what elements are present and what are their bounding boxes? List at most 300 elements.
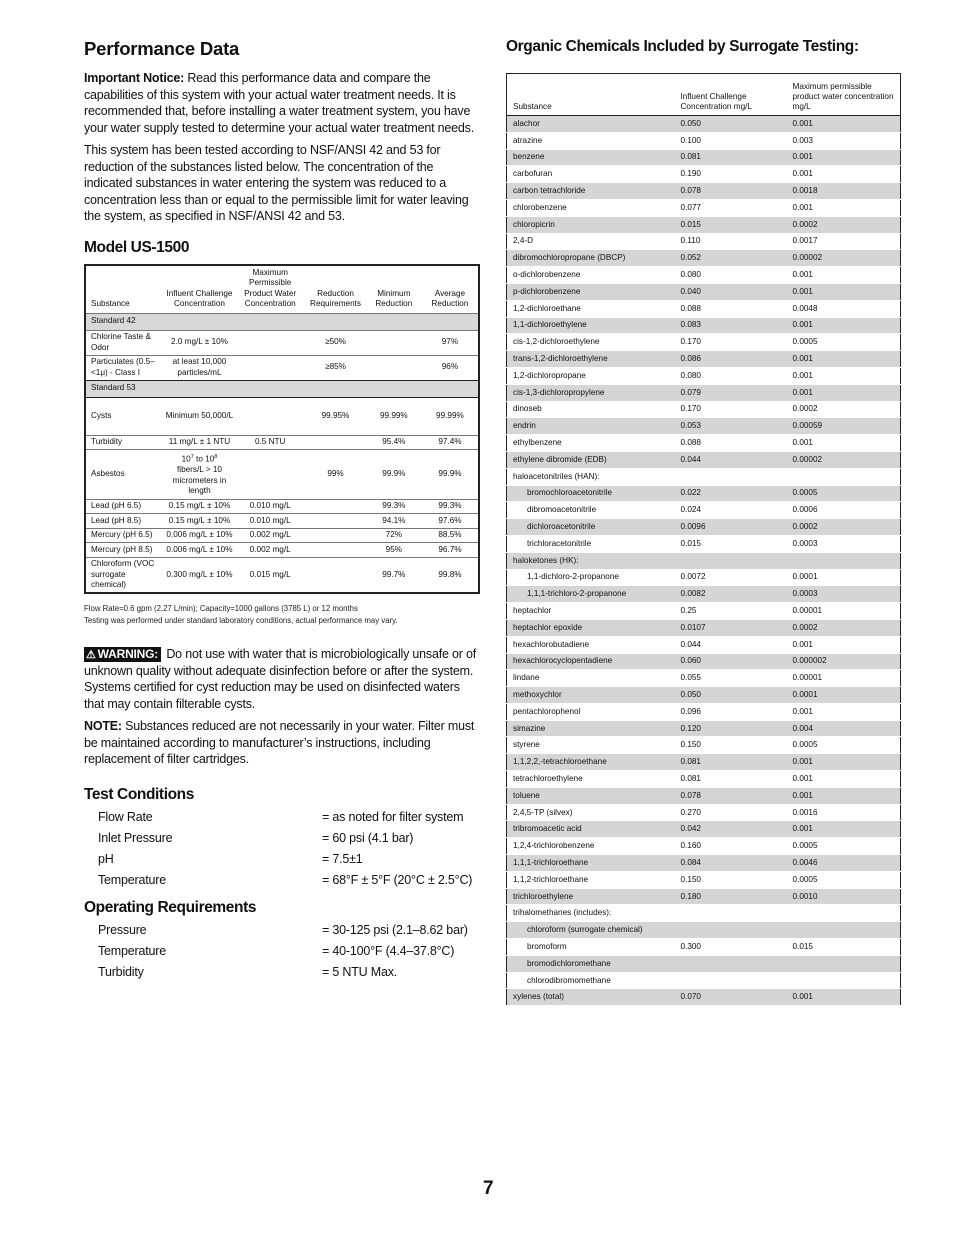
cell-max: 0.001 <box>787 435 901 452</box>
table-row <box>507 703 901 720</box>
cell-max: 0.001 <box>787 199 901 216</box>
cell-substance: haloketones (HK): <box>507 552 675 569</box>
table-row <box>507 418 901 435</box>
cell-avg: 99.8% <box>422 557 479 593</box>
perf-header: Substance <box>91 299 130 308</box>
cell-substance: dibromoacetonitrile <box>507 502 675 519</box>
cell-influent: 0.083 <box>675 317 787 334</box>
cell-avg: 96.7% <box>422 543 479 558</box>
cell-substance: Turbidity <box>85 435 164 450</box>
cell-influent: 2.0 mg/L ± 10% <box>164 330 235 355</box>
cell-substance: Lead (pH 6.5) <box>85 499 164 514</box>
cell-max: 0.0005 <box>787 334 901 351</box>
table-row <box>507 804 901 821</box>
performance-table <box>84 264 480 595</box>
perf-header: Minimum Reduction <box>375 288 413 308</box>
cell-substance: tribromoacetic acid <box>507 821 675 838</box>
table-row <box>507 283 901 300</box>
table-row <box>507 300 901 317</box>
cell-substance: styrene <box>507 737 675 754</box>
asbestos-text: fibers/L > 10 micrometers in length <box>172 465 227 496</box>
test-conditions-list <box>84 807 480 891</box>
cell-req <box>305 543 366 558</box>
cell-min: 99.99% <box>366 397 422 435</box>
cell-influent: 0.100 <box>675 132 787 149</box>
asbestos-exp: 7 <box>190 454 194 460</box>
cell-influent: 0.170 <box>675 334 787 351</box>
cell-max <box>235 355 305 380</box>
cell-substance: 2,4,5-TP (silvex) <box>507 804 675 821</box>
test-conditions-title: Test Conditions <box>84 785 194 803</box>
table-row <box>507 199 901 216</box>
cell-influent: 0.096 <box>675 703 787 720</box>
warning-text: Do not use with water that is microbiologically unsafe or of unknown quality without adequate disinfection before or after the system. Systems certified for cyst reduction may be used on disinfected waters that may contain filterable cysts. <box>84 647 477 711</box>
table-row <box>507 972 901 989</box>
cell-substance: trans-1,2-dichloroethylene <box>507 351 675 368</box>
cell-influent: 0.044 <box>675 451 787 468</box>
cell-max: 0.00059 <box>787 418 901 435</box>
cell-max: 0.001 <box>787 166 901 183</box>
cell-influent: 0.050 <box>675 116 787 133</box>
table-row <box>507 787 901 804</box>
cell-influent <box>675 905 787 922</box>
cell-max: 0.002 mg/L <box>235 543 305 558</box>
cell-avg: 99.99% <box>422 397 479 435</box>
condition-label: pH <box>98 852 114 867</box>
notice-text: Read this performance data and compare the capabilities of this system with your actual water treatment needs. It is recommended that, before installing a water treatment system, you have your water supply tested to determine your actual water treatment needs. <box>84 71 474 135</box>
table-row <box>507 888 901 905</box>
table-row <box>507 116 901 133</box>
cell-max <box>235 330 305 355</box>
cell-max: 0.001 <box>787 821 901 838</box>
right-column <box>506 38 900 1006</box>
page-number: 7 <box>483 1178 494 1199</box>
cell-max: 0.001 <box>787 787 901 804</box>
table-row <box>507 384 901 401</box>
requirement-row <box>84 962 480 983</box>
table-row <box>507 569 901 586</box>
performance-data-title: Performance Data <box>84 38 240 59</box>
cell-min <box>366 355 422 380</box>
cell-substance: xylenes (total) <box>507 989 675 1006</box>
asbestos-base: 10 <box>181 454 191 464</box>
cell-influent: 0.190 <box>675 166 787 183</box>
table-row <box>507 267 901 284</box>
table-row <box>507 401 901 418</box>
table-row <box>85 543 479 558</box>
table-row <box>85 397 479 435</box>
left-column <box>84 38 480 983</box>
cell-max: 0.0002 <box>787 519 901 536</box>
cell-influent <box>164 450 235 500</box>
cell-substance: carbofuran <box>507 166 675 183</box>
cell-min: 72% <box>366 528 422 543</box>
cell-max: 0.0018 <box>787 183 901 200</box>
table-row <box>507 468 901 485</box>
table-row <box>507 989 901 1006</box>
cell-max: 0.001 <box>787 771 901 788</box>
cell-substance: heptachlor epoxide <box>507 619 675 636</box>
cell-max: 0.003 <box>787 132 901 149</box>
cell-max: 0.001 <box>787 283 901 300</box>
cell-substance: 1,1-dichloroethylene <box>507 317 675 334</box>
cell-influent <box>675 922 787 939</box>
requirement-value: = 5 NTU Max. <box>322 965 398 980</box>
cell-influent: 0.015 <box>675 216 787 233</box>
cell-substance: haloacetonitriles (HAN): <box>507 468 675 485</box>
cell-min <box>366 330 422 355</box>
condition-row <box>84 807 480 828</box>
cell-max: 0.00001 <box>787 603 901 620</box>
cell-substance: tetrachloroethylene <box>507 771 675 788</box>
cell-influent: 0.270 <box>675 804 787 821</box>
cell-min: 99.3% <box>366 499 422 514</box>
table-row <box>85 435 479 450</box>
cell-max: 0.000002 <box>787 653 901 670</box>
condition-row <box>84 849 480 870</box>
cell-max: 0.00001 <box>787 670 901 687</box>
cell-max: 0.001 <box>787 703 901 720</box>
requirement-value: = 30-125 psi (2.1–8.62 bar) <box>322 923 468 938</box>
requirement-label: Pressure <box>98 923 147 938</box>
cell-substance: dichloroacetonitrile <box>507 519 675 536</box>
cell-influent: 0.300 <box>675 939 787 956</box>
cell-avg: 97.6% <box>422 514 479 529</box>
cell-max <box>235 397 305 435</box>
note-paragraph <box>84 718 480 768</box>
table-row <box>507 317 901 334</box>
cell-avg: 97.4% <box>422 435 479 450</box>
model-title: Model US-1500 <box>84 238 190 256</box>
cell-influent: 0.080 <box>675 367 787 384</box>
cell-substance: methoxychlor <box>507 687 675 704</box>
cell-substance: trichloroethylene <box>507 888 675 905</box>
cell-req <box>305 514 366 529</box>
condition-value: = 7.5±1 <box>322 852 363 867</box>
cell-influent: 0.15 mg/L ± 10% <box>164 499 235 514</box>
table-row <box>507 233 901 250</box>
cell-max <box>787 905 901 922</box>
cell-influent: 0.015 <box>675 535 787 552</box>
cell-max: 0.001 <box>787 149 901 166</box>
table-row <box>507 687 901 704</box>
table-row <box>507 183 901 200</box>
cell-avg: 97% <box>422 330 479 355</box>
warning-triangle-icon: ⚠ <box>86 649 96 662</box>
note-label: NOTE: <box>84 719 122 734</box>
cell-influent: 0.170 <box>675 401 787 418</box>
cell-influent: 0.120 <box>675 720 787 737</box>
cell-substance: chlorodibromomethane <box>507 972 675 989</box>
standard-42-row <box>85 313 479 330</box>
table-row <box>507 166 901 183</box>
cell-substance: chloropicrin <box>507 216 675 233</box>
cell-min: 94.1% <box>366 514 422 529</box>
cell-min: 99.9% <box>366 450 422 500</box>
cell-influent: 0.079 <box>675 384 787 401</box>
cell-influent: 0.077 <box>675 199 787 216</box>
cell-req <box>305 499 366 514</box>
cell-influent <box>675 468 787 485</box>
cell-substance: 1,1,1-trichloro-2-propanone <box>507 586 675 603</box>
cell-influent: 0.042 <box>675 821 787 838</box>
important-notice <box>84 70 480 136</box>
cell-avg: 99.9% <box>422 450 479 500</box>
cell-influent: 0.044 <box>675 636 787 653</box>
table-row <box>507 838 901 855</box>
asbestos-exp: 8 <box>214 454 218 460</box>
cell-max: 0.0001 <box>787 687 901 704</box>
cell-influent: 0.088 <box>675 435 787 452</box>
cell-min: 99.7% <box>366 557 422 593</box>
footnote-testing: Testing was performed under standard laboratory conditions, actual performance may vary. <box>84 615 398 625</box>
notice-label: Important Notice: <box>84 71 185 85</box>
cell-influent: 0.081 <box>675 149 787 166</box>
cell-max <box>787 972 901 989</box>
cell-substance: simazine <box>507 720 675 737</box>
cell-substance: o-dichlorobenzene <box>507 267 675 284</box>
cell-influent: 0.081 <box>675 771 787 788</box>
cell-substance: trichloracetonitrile <box>507 535 675 552</box>
org-header-substance: Substance <box>513 102 552 111</box>
cell-max: 0.0005 <box>787 485 901 502</box>
cell-substance: toluene <box>507 787 675 804</box>
table-row <box>507 367 901 384</box>
note-text: Substances reduced are not necessarily in your water. Filter must be maintained according to manufacturer’s instructions, including replacement of filter cartridges. <box>84 719 475 767</box>
cell-influent: 0.040 <box>675 283 787 300</box>
table-row <box>507 351 901 368</box>
cell-influent: 0.022 <box>675 485 787 502</box>
cell-substance: cis-1,2-dichloroethylene <box>507 334 675 351</box>
condition-row <box>84 870 480 891</box>
table-row <box>507 653 901 670</box>
cell-substance: chloroform (surrogate chemical) <box>507 922 675 939</box>
table-row <box>85 557 479 593</box>
cell-max: 0.010 mg/L <box>235 499 305 514</box>
table-row <box>507 149 901 166</box>
cell-substance: hexachlorocyclopentadiene <box>507 653 675 670</box>
table-row <box>507 636 901 653</box>
cell-influent: 0.006 mg/L ± 10% <box>164 528 235 543</box>
table-row <box>507 216 901 233</box>
operating-requirements-title: Operating Requirements <box>84 898 257 916</box>
cell-substance: benzene <box>507 149 675 166</box>
cell-max: 0.001 <box>787 989 901 1006</box>
cell-influent: 0.088 <box>675 300 787 317</box>
cell-substance: Cysts <box>85 397 164 435</box>
cell-influent: 0.078 <box>675 787 787 804</box>
table-row <box>507 771 901 788</box>
cell-influent: 0.052 <box>675 250 787 267</box>
cell-substance: 2,4-D <box>507 233 675 250</box>
cell-substance: endrin <box>507 418 675 435</box>
condition-value: = as noted for filter system <box>322 810 464 825</box>
condition-label: Flow Rate <box>98 810 153 825</box>
cell-avg: 99.3% <box>422 499 479 514</box>
org-table-body <box>507 116 901 1006</box>
perf-header: Reduction Requirements <box>310 288 361 308</box>
cell-influent: 0.160 <box>675 838 787 855</box>
cell-max: 0.0001 <box>787 569 901 586</box>
table-row <box>507 754 901 771</box>
table-row <box>507 502 901 519</box>
cell-substance: Chloroform (VOC surrogate chemical) <box>85 557 164 593</box>
standard-42-label: Standard 42 <box>85 313 479 330</box>
perf-header: Average Reduction <box>431 288 469 308</box>
table-row <box>507 435 901 452</box>
cell-max: 0.0017 <box>787 233 901 250</box>
cell-substance: 1,1,1-trichloroethane <box>507 855 675 872</box>
cell-max: 0.0003 <box>787 535 901 552</box>
table-row <box>507 905 901 922</box>
cell-substance: 1,1,2-trichloroethane <box>507 871 675 888</box>
cell-substance: ethylbenzene <box>507 435 675 452</box>
cell-substance: pentachlorophenol <box>507 703 675 720</box>
cell-substance: Asbestos <box>85 450 164 500</box>
cell-max: 0.001 <box>787 116 901 133</box>
cell-influent: 0.0107 <box>675 619 787 636</box>
cell-substance: 1,1,2,2,-tetrachloroethane <box>507 754 675 771</box>
cell-max: 0.5 NTU <box>235 435 305 450</box>
cell-max: 0.001 <box>787 384 901 401</box>
cell-influent: Minimum 50,000/L <box>164 397 235 435</box>
cell-req: ≥50% <box>305 330 366 355</box>
org-header-row <box>507 74 901 116</box>
cell-max <box>787 552 901 569</box>
cell-influent: 0.080 <box>675 267 787 284</box>
cell-influent: 0.050 <box>675 687 787 704</box>
cell-influent: 0.15 mg/L ± 10% <box>164 514 235 529</box>
cell-substance: trihalomethanes (includes): <box>507 905 675 922</box>
cell-max: 0.015 mg/L <box>235 557 305 593</box>
cell-max: 0.0002 <box>787 401 901 418</box>
cell-substance: bromodichloromethane <box>507 955 675 972</box>
organic-chemicals-table <box>506 73 901 1006</box>
warning-badge <box>84 647 161 662</box>
footnote-flow-rate: Flow Rate=0.6 gpm (2.27 L/min); Capacity=1000 gallons (3785 L) or 12 months <box>84 604 358 614</box>
cell-influent: 11 mg/L ± 1 NTU <box>164 435 235 450</box>
cell-influent: 0.180 <box>675 888 787 905</box>
cell-max <box>787 955 901 972</box>
requirement-row <box>84 920 480 941</box>
cell-substance: ethylene dibromide (EDB) <box>507 451 675 468</box>
perf-header: Influent Challenge Concentration <box>166 288 233 308</box>
table-row <box>507 334 901 351</box>
standard-53-row <box>85 380 479 397</box>
org-header-max: Maximum permissible product water concentration mg/L <box>792 82 894 111</box>
cell-influent: 0.060 <box>675 653 787 670</box>
table-row <box>507 922 901 939</box>
table-row <box>507 485 901 502</box>
cell-min: 95.4% <box>366 435 422 450</box>
cell-max: 0.0005 <box>787 871 901 888</box>
table-row <box>507 451 901 468</box>
table-row <box>507 871 901 888</box>
requirement-label: Temperature <box>98 944 166 959</box>
table-row <box>507 955 901 972</box>
cell-substance: carbon tetrachloride <box>507 183 675 200</box>
organic-chemicals-title: Organic Chemicals Included by Surrogate Testing: <box>506 38 859 55</box>
cell-substance: Mercury (pH 8.5) <box>85 543 164 558</box>
condition-label: Inlet Pressure <box>98 831 173 846</box>
cell-max: 0.002 mg/L <box>235 528 305 543</box>
cell-avg: 96% <box>422 355 479 380</box>
asbestos-base: to 10 <box>193 454 215 464</box>
table-row <box>507 939 901 956</box>
cell-influent: 0.081 <box>675 754 787 771</box>
table-row <box>507 250 901 267</box>
warning-label: WARNING: <box>97 647 159 662</box>
cell-max: 0.0002 <box>787 619 901 636</box>
cell-max: 0.001 <box>787 267 901 284</box>
cell-substance: 1,2,4-trichlorobenzene <box>507 838 675 855</box>
table-row <box>507 720 901 737</box>
cell-influent: 0.110 <box>675 233 787 250</box>
cell-max: 0.015 <box>787 939 901 956</box>
cell-substance: 1,1-dichloro-2-propanone <box>507 569 675 586</box>
cell-substance: Lead (pH 8.5) <box>85 514 164 529</box>
cell-substance: bromochloroacetonitrile <box>507 485 675 502</box>
cell-influent: 0.070 <box>675 989 787 1006</box>
cell-max: 0.0010 <box>787 888 901 905</box>
cell-max: 0.001 <box>787 317 901 334</box>
table-row <box>85 450 479 500</box>
cell-max: 0.001 <box>787 367 901 384</box>
cell-max: 0.0016 <box>787 804 901 821</box>
cell-substance: bromoform <box>507 939 675 956</box>
table-row <box>85 330 479 355</box>
cell-req <box>305 435 366 450</box>
cell-req <box>305 528 366 543</box>
cell-influent: 0.053 <box>675 418 787 435</box>
table-row <box>85 499 479 514</box>
table-row <box>507 603 901 620</box>
cell-influent: 0.300 mg/L ± 10% <box>164 557 235 593</box>
cell-max: 0.0002 <box>787 216 901 233</box>
operating-requirements-list <box>84 920 480 983</box>
standard-53-label: Standard 53 <box>85 380 479 397</box>
cell-max: 0.00002 <box>787 250 901 267</box>
cell-influent: 0.0072 <box>675 569 787 586</box>
requirement-value: = 40-100°F (4.4–37.8°C) <box>322 944 455 959</box>
cell-substance: 1,2-dichloropropane <box>507 367 675 384</box>
cell-substance: Particulates (0.5–<1μ) - Class I <box>85 355 164 380</box>
org-header-influent: Influent Challenge Concentration mg/L <box>680 92 752 111</box>
cell-influent: 0.0096 <box>675 519 787 536</box>
cell-substance: Mercury (pH 6.5) <box>85 528 164 543</box>
cell-max: 0.0046 <box>787 855 901 872</box>
table-footnote <box>84 603 480 626</box>
cell-influent: 0.150 <box>675 871 787 888</box>
perf-header: Maximum Permissible Product Water Concentration <box>244 267 297 308</box>
warning-paragraph <box>84 646 480 712</box>
cell-max: 0.0003 <box>787 586 901 603</box>
cell-substance: cis-1,3-dichloropropylene <box>507 384 675 401</box>
cell-influent: 0.078 <box>675 183 787 200</box>
tested-paragraph: This system has been tested according to NSF/ANSI 42 and 53 for reduction of the substances listed below. The concentration of the indicated substances in water entering the system was reduced to a concentration less than or equal to the permissible limit for water leaving the system, as specified in NSF/ANSI 42 and 53. <box>84 143 469 223</box>
table-row <box>507 619 901 636</box>
cell-substance: atrazine <box>507 132 675 149</box>
cell-req <box>305 557 366 593</box>
table-row <box>507 535 901 552</box>
condition-value: = 68°F ± 5°F (20°C ± 2.5°C) <box>322 873 473 888</box>
table-row <box>507 586 901 603</box>
cell-max: 0.0006 <box>787 502 901 519</box>
cell-max <box>787 468 901 485</box>
cell-substance: chlorobenzene <box>507 199 675 216</box>
table-row <box>507 519 901 536</box>
cell-max: 0.001 <box>787 351 901 368</box>
